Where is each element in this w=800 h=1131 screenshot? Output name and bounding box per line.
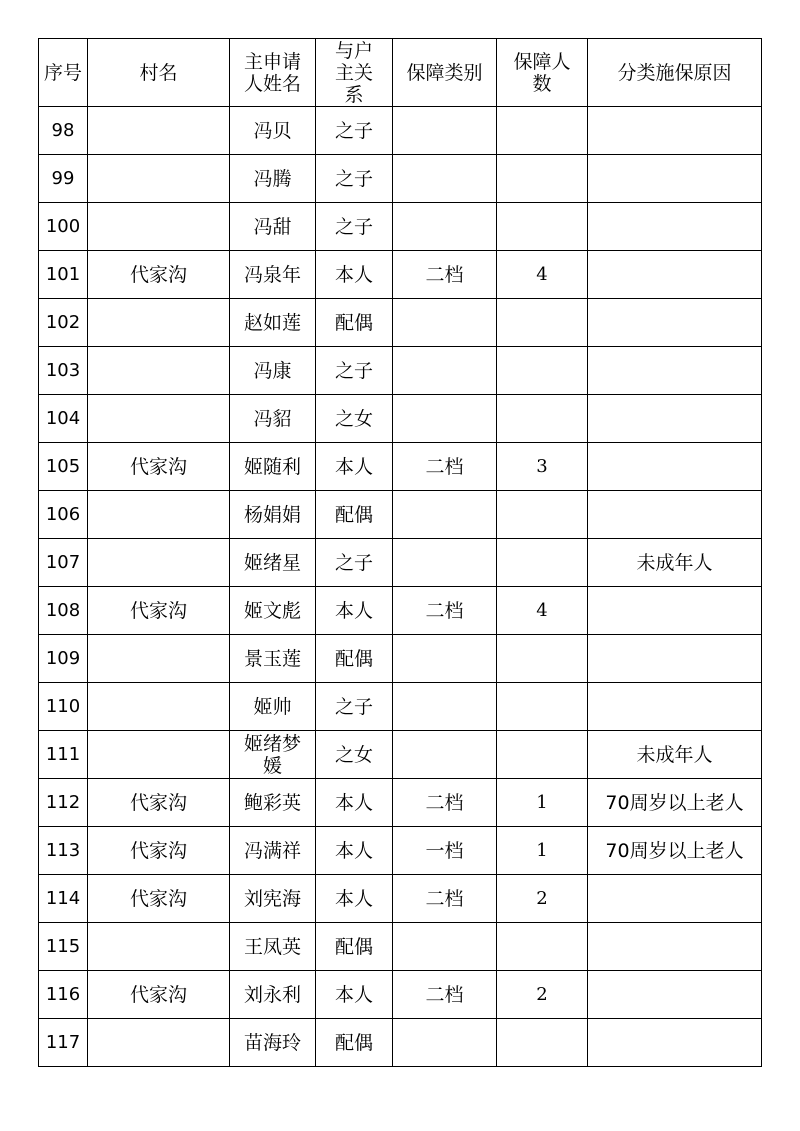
cell-relation: 本人 — [316, 587, 393, 635]
cell-applicant-name: 赵如莲 — [230, 299, 316, 347]
header-relation: 与户主关系 — [316, 39, 393, 107]
cell-category — [393, 539, 497, 587]
cell-seq: 104 — [39, 395, 88, 443]
cell-relation: 本人 — [316, 875, 393, 923]
cell-village: 代家沟 — [88, 875, 230, 923]
cell-applicant-name: 姬绪梦媛 — [230, 731, 316, 779]
cell-seq: 105 — [39, 443, 88, 491]
cell-reason — [588, 251, 762, 299]
cell-category: 二档 — [393, 875, 497, 923]
cell-applicant-name: 刘宪海 — [230, 875, 316, 923]
cell-reason — [588, 347, 762, 395]
table-row — [39, 683, 762, 731]
cell-seq: 111 — [39, 731, 88, 779]
cell-seq: 106 — [39, 491, 88, 539]
cell-applicant-name: 刘永利 — [230, 971, 316, 1019]
cell-relation: 之子 — [316, 107, 393, 155]
header-seq: 序号 — [39, 39, 88, 107]
cell-count — [497, 923, 588, 971]
cell-reason — [588, 203, 762, 251]
table-row — [39, 731, 762, 779]
table-row — [39, 827, 762, 875]
cell-village: 代家沟 — [88, 779, 230, 827]
cell-village — [88, 203, 230, 251]
cell-category — [393, 203, 497, 251]
cell-reason — [588, 443, 762, 491]
cell-applicant-name: 冯康 — [230, 347, 316, 395]
cell-reason — [588, 635, 762, 683]
cell-category: 二档 — [393, 971, 497, 1019]
table-row — [39, 347, 762, 395]
cell-seq: 108 — [39, 587, 88, 635]
cell-relation: 之女 — [316, 731, 393, 779]
cell-category — [393, 299, 497, 347]
table-row — [39, 539, 762, 587]
cell-category — [393, 347, 497, 395]
cell-village: 代家沟 — [88, 971, 230, 1019]
cell-relation: 之子 — [316, 347, 393, 395]
cell-seq: 117 — [39, 1019, 88, 1067]
cell-village — [88, 923, 230, 971]
cell-seq: 107 — [39, 539, 88, 587]
cell-category — [393, 155, 497, 203]
cell-category — [393, 731, 497, 779]
cell-count — [497, 539, 588, 587]
cell-applicant-name: 鲍彩英 — [230, 779, 316, 827]
cell-village: 代家沟 — [88, 587, 230, 635]
table-body — [39, 107, 762, 1067]
cell-reason — [588, 683, 762, 731]
table-row — [39, 395, 762, 443]
cell-seq: 98 — [39, 107, 88, 155]
cell-relation: 之子 — [316, 203, 393, 251]
cell-seq: 101 — [39, 251, 88, 299]
cell-seq: 100 — [39, 203, 88, 251]
cell-relation: 本人 — [316, 779, 393, 827]
cell-seq: 112 — [39, 779, 88, 827]
cell-applicant-name: 冯泉年 — [230, 251, 316, 299]
cell-applicant-name: 姬帅 — [230, 683, 316, 731]
cell-village — [88, 1019, 230, 1067]
cell-relation: 本人 — [316, 971, 393, 1019]
cell-reason — [588, 875, 762, 923]
cell-village — [88, 395, 230, 443]
header-count: 保障人数 — [497, 39, 588, 107]
cell-village — [88, 635, 230, 683]
cell-reason — [588, 299, 762, 347]
table-row — [39, 299, 762, 347]
cell-count: 1 — [497, 827, 588, 875]
cell-count: 4 — [497, 251, 588, 299]
table-row — [39, 875, 762, 923]
cell-reason — [588, 107, 762, 155]
cell-count: 3 — [497, 443, 588, 491]
header-category: 保障类别 — [393, 39, 497, 107]
cell-village — [88, 299, 230, 347]
cell-relation: 之子 — [316, 155, 393, 203]
cell-relation: 之女 — [316, 395, 393, 443]
cell-relation: 配偶 — [316, 635, 393, 683]
cell-seq: 116 — [39, 971, 88, 1019]
cell-village — [88, 731, 230, 779]
table-row — [39, 1019, 762, 1067]
cell-count: 2 — [497, 875, 588, 923]
cell-category: 一档 — [393, 827, 497, 875]
table-row — [39, 107, 762, 155]
cell-applicant-name: 冯甜 — [230, 203, 316, 251]
header-reason: 分类施保原因 — [588, 39, 762, 107]
cell-applicant-name: 景玉莲 — [230, 635, 316, 683]
table-row — [39, 587, 762, 635]
cell-category: 二档 — [393, 587, 497, 635]
cell-count — [497, 635, 588, 683]
cell-relation: 本人 — [316, 251, 393, 299]
cell-seq: 102 — [39, 299, 88, 347]
cell-category: 二档 — [393, 443, 497, 491]
cell-village — [88, 491, 230, 539]
cell-reason — [588, 587, 762, 635]
cell-seq: 113 — [39, 827, 88, 875]
cell-category — [393, 1019, 497, 1067]
cell-count — [497, 107, 588, 155]
table-row — [39, 491, 762, 539]
cell-seq: 99 — [39, 155, 88, 203]
cell-relation: 配偶 — [316, 299, 393, 347]
cell-count: 2 — [497, 971, 588, 1019]
cell-applicant-name: 冯腾 — [230, 155, 316, 203]
header-row — [39, 39, 762, 107]
cell-relation: 之子 — [316, 539, 393, 587]
cell-reason: 未成年人 — [588, 539, 762, 587]
cell-reason — [588, 155, 762, 203]
cell-count — [497, 491, 588, 539]
table-row — [39, 779, 762, 827]
table-row — [39, 923, 762, 971]
header-applicant: 主申请人姓名 — [230, 39, 316, 107]
cell-relation: 本人 — [316, 443, 393, 491]
cell-village: 代家沟 — [88, 443, 230, 491]
cell-count — [497, 299, 588, 347]
cell-reason — [588, 395, 762, 443]
cell-count: 1 — [497, 779, 588, 827]
cell-village — [88, 539, 230, 587]
cell-seq: 115 — [39, 923, 88, 971]
cell-category — [393, 923, 497, 971]
cell-category — [393, 395, 497, 443]
cell-applicant-name: 冯貂 — [230, 395, 316, 443]
cell-count — [497, 731, 588, 779]
table-row — [39, 635, 762, 683]
table-row — [39, 155, 762, 203]
cell-relation: 本人 — [316, 827, 393, 875]
cell-category — [393, 635, 497, 683]
cell-reason — [588, 923, 762, 971]
cell-applicant-name: 冯贝 — [230, 107, 316, 155]
cell-category — [393, 491, 497, 539]
cell-count — [497, 683, 588, 731]
table-row — [39, 443, 762, 491]
cell-count — [497, 155, 588, 203]
cell-village — [88, 107, 230, 155]
cell-reason: 70周岁以上老人 — [588, 779, 762, 827]
cell-reason — [588, 1019, 762, 1067]
cell-seq: 114 — [39, 875, 88, 923]
table-row — [39, 203, 762, 251]
assistance-table — [38, 38, 762, 1067]
cell-applicant-name: 姬文彪 — [230, 587, 316, 635]
cell-count — [497, 203, 588, 251]
cell-category — [393, 683, 497, 731]
cell-village: 代家沟 — [88, 827, 230, 875]
cell-applicant-name: 王凤英 — [230, 923, 316, 971]
table-row — [39, 971, 762, 1019]
cell-count — [497, 395, 588, 443]
cell-reason — [588, 971, 762, 1019]
cell-reason — [588, 491, 762, 539]
cell-relation: 之子 — [316, 683, 393, 731]
cell-relation: 配偶 — [316, 923, 393, 971]
cell-count — [497, 1019, 588, 1067]
cell-seq: 103 — [39, 347, 88, 395]
cell-category: 二档 — [393, 779, 497, 827]
cell-applicant-name: 杨娟娟 — [230, 491, 316, 539]
header-village: 村名 — [88, 39, 230, 107]
cell-village — [88, 683, 230, 731]
cell-village — [88, 347, 230, 395]
cell-relation: 配偶 — [316, 1019, 393, 1067]
cell-count: 4 — [497, 587, 588, 635]
cell-count — [497, 347, 588, 395]
cell-applicant-name: 姬随利 — [230, 443, 316, 491]
cell-reason: 70周岁以上老人 — [588, 827, 762, 875]
cell-applicant-name: 姬绪星 — [230, 539, 316, 587]
cell-village — [88, 155, 230, 203]
cell-applicant-name: 冯满祥 — [230, 827, 316, 875]
cell-relation: 配偶 — [316, 491, 393, 539]
cell-applicant-name: 苗海玲 — [230, 1019, 316, 1067]
cell-seq: 109 — [39, 635, 88, 683]
cell-reason: 未成年人 — [588, 731, 762, 779]
cell-category: 二档 — [393, 251, 497, 299]
cell-seq: 110 — [39, 683, 88, 731]
table-row — [39, 251, 762, 299]
cell-village: 代家沟 — [88, 251, 230, 299]
cell-category — [393, 107, 497, 155]
